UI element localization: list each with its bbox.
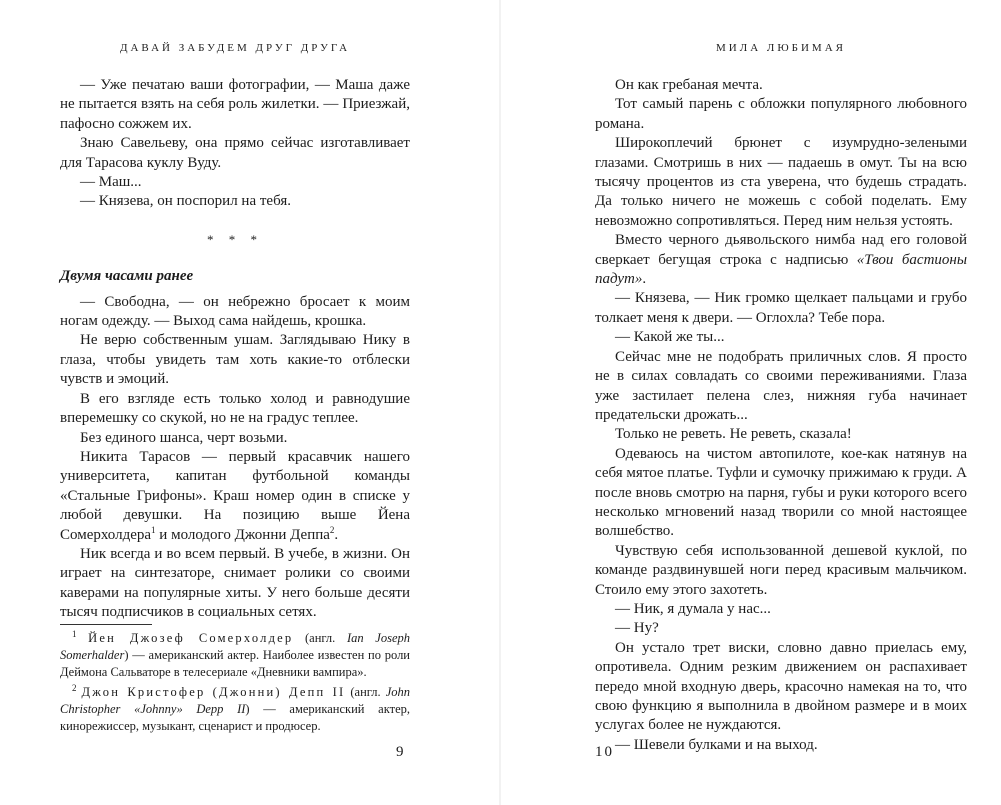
paragraph-text: и молодого Джонни Деппа [159, 526, 330, 543]
footnote-mark: 2 [72, 682, 77, 693]
footnote-original-name: Ian Joseph Somerhalder [60, 631, 410, 663]
paragraph: Не верю собственным ушам. Заглядываю Нику в глаза, чтобы увидеть там хоть какие-то отблески чувств и эмоций. [60, 332, 410, 388]
footnote-ref: 1 [151, 524, 156, 535]
paragraph: — Ник, я думала у нас... [615, 600, 771, 617]
paragraph: В его взгляде есть только холод и равнодушие вперемешку со скукой, но не на градус теплее. [60, 390, 410, 427]
footnote-original-name: John Christopher «Johnny» Depp II [60, 684, 410, 716]
paragraph: — Ну? [615, 620, 659, 637]
footnote-prefix: (англ. [345, 684, 386, 699]
paragraph: — Князева, — Ник громко щелкает пальцами и грубо толкает меня к двери. — Оглохла? Тебе пора. [595, 290, 967, 326]
paragraph: Чувствую себя использованной дешевой куклой, по команде раздвинувшей ноги перед красивым мальчиком. Стоило ему этого захотеть. [595, 542, 967, 598]
footnote-author: Джон Кристофер (Джонни) Депп II [81, 684, 346, 699]
section-break: * * * [207, 231, 263, 247]
paragraph: — Какой же ты... [615, 329, 725, 346]
paragraph-with-quote [595, 231, 967, 289]
paragraph: Широкоплечий брюнет с изумрудно-зелеными глазами. Смотришь в них — падаешь в омут. Ты на всю тысячу процентов из ста уверена, что будешь страдать. Да только ничего не можешь с собой поделать. Ему невозможно сопротивляться. Перед ним нельзя устоять. [595, 135, 967, 229]
footnote-mark: 1 [72, 628, 77, 639]
paragraph: Он как гребаная мечта. [615, 77, 763, 93]
paragraph: Сейчас мне не подобрать приличных слов. Я просто не в силах совладать со своими переживаниями. Глаза уже застилает пелена слез, нижняя губа начинает предательски дрожать... [595, 348, 967, 423]
footnote-divider [60, 624, 152, 625]
paragraph: Только не реветь. Не реветь, сказала! [615, 426, 852, 443]
left-page [0, 0, 500, 805]
paragraph: — Уже печатаю ваши фотографии, — Маша даже не пытается взять на себя роль жилетки. — Приезжай, пафосно сожжем их. [60, 77, 410, 132]
running-head-right: МИЛА ЛЮБИМАЯ [716, 42, 846, 54]
page-number-left: 9 [396, 744, 404, 760]
running-head-left: ДАВАЙ ЗАБУДЕМ ДРУГ ДРУГА [119, 42, 351, 54]
paragraph: Без единого шанса, черт возьми. [80, 429, 288, 446]
right-page-body [595, 76, 967, 755]
paragraph: — Шевели булками и на выход. [615, 736, 818, 753]
paragraph: Одеваюсь на чистом автопилоте, кое-как натянув на себя мятое платье. Туфли и сумочку прижимаю к груди. А после вновь смотрю на парня, губы и руки которого всего несколько мгновений назад творили со мной настоящее волшебство. [595, 445, 967, 540]
left-page-body [60, 76, 410, 623]
paragraph-text: . [642, 271, 647, 288]
footnote-prefix: (англ. [293, 631, 347, 645]
paragraph-with-footnotes: Никита Тарасов — первый красавчик нашего университета, капитан футбольной команды «Стальные Грифоны». Краш номер один в списке у любой девушки. На позицию выше Йена Сомерхолдера$^1$ и молодого Джонни Деппа$^2$. [60, 448, 410, 543]
right-page [500, 0, 1001, 805]
paragraph: Тот самый парень с обложки популярного любовного романа. [595, 96, 967, 132]
footnotes [60, 630, 410, 737]
paragraph: Ник всегда и во всем первый. В учебе, в жизни. Он играет на синтезаторе, снимает ролики со своими каверами на популярные хиты. У него больше десяти тысяч подписчиков в социальных сетях. [60, 545, 410, 621]
italic-quote: «Твои бастионы падут» [595, 251, 967, 288]
paragraph: — Свободна, — он небрежно бросает к моим ногам одежду. — Выход сама найдешь, крошка. [60, 293, 410, 330]
paragraph: Он устало трет виски, словно давно приелась ему, опротивела. Одним резким движением он распахивает передо мной входную дверь, красочно намекая на то, что свою функцию я выполнила в двойном размере и в моих услугах более не нуждаются. [595, 639, 967, 734]
paragraph: — Маш... [80, 174, 142, 191]
page-number-right: 10 [595, 744, 614, 760]
paragraph: Знаю Савельеву, она прямо сейчас изготавливает для Тарасова куклу Вуду. [60, 135, 410, 171]
footnote [60, 630, 410, 682]
paragraph-text: Никита Тарасов — первый красавчик нашего университета, капитан футбольной команды «Стальные Грифоны». Краш номер один в списке у любой девушки. На позицию выше Йена Сомерхолдера [60, 448, 410, 543]
footnote-text: ) — американский актер. Наиболее известен по роли Деймона Сальваторе в телесериале «Дневники вампира». [60, 648, 410, 680]
footnote-ref: 2 [329, 524, 335, 535]
paragraph: — Князева, он поспорил на тебя. [80, 193, 291, 210]
footnote [60, 684, 410, 736]
footnote-author: Йен Джозеф Сомерхолдер [88, 631, 294, 645]
subheading: Двумя часами ранее [60, 268, 194, 285]
footnote-text: ) — американский актер, кинорежиссер, музыкант, сценарист и продюсер. [60, 701, 410, 734]
paragraph-text: Вместо черного дьявольского нимба над его головой сверкает бегущая строка с надписью [595, 232, 967, 268]
